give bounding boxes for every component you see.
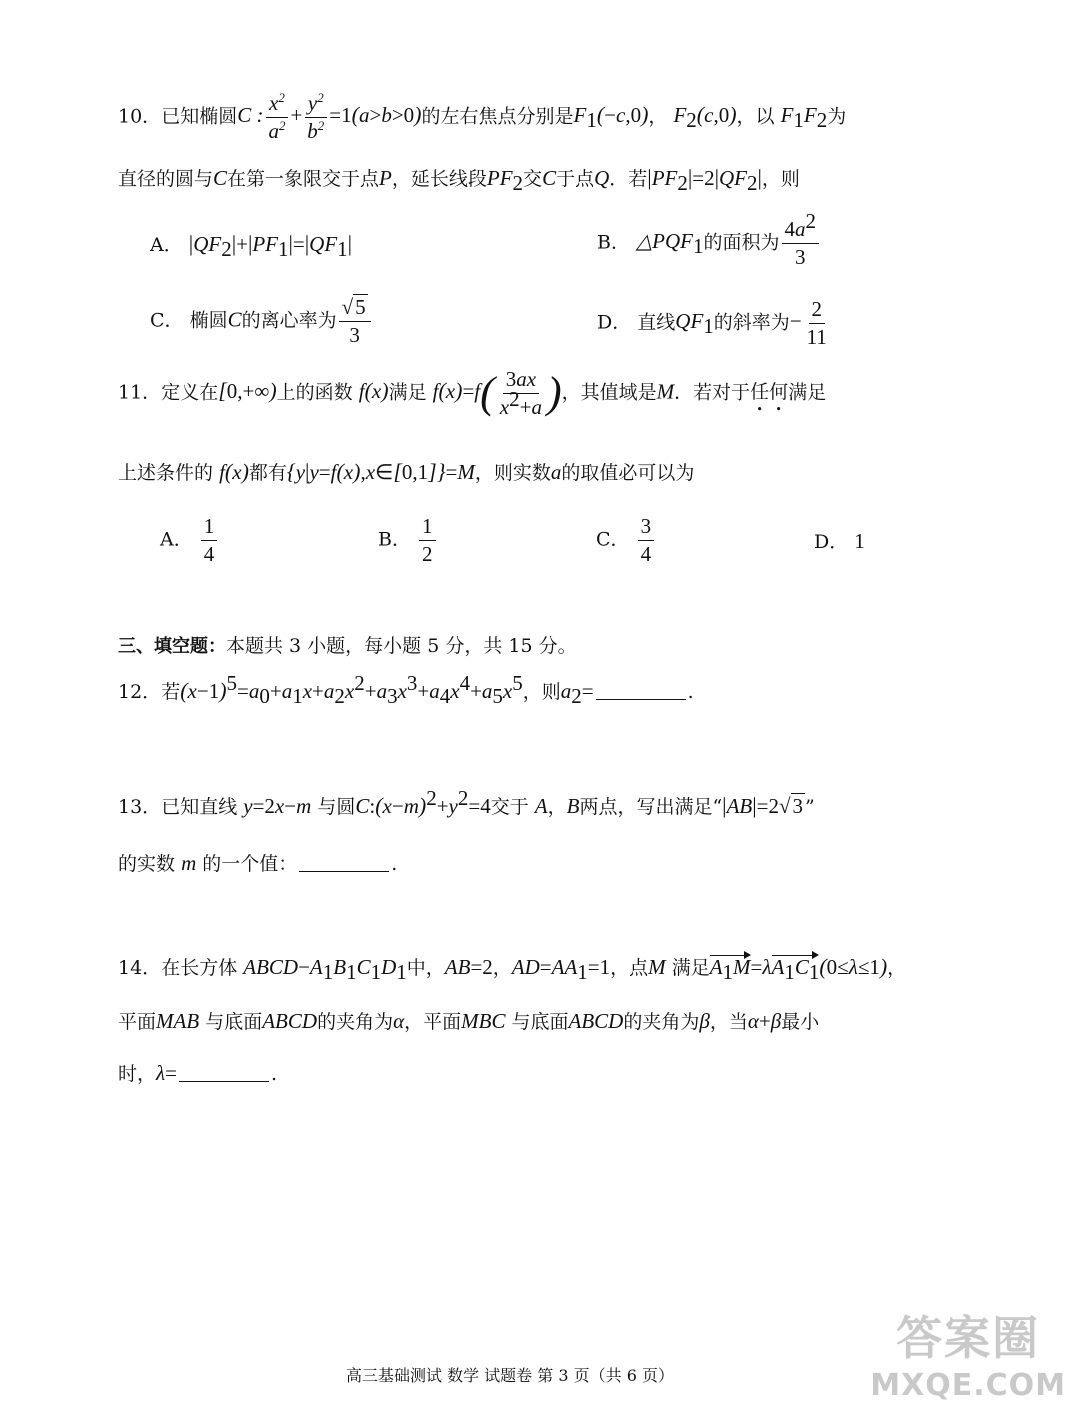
q11-line-1: 11．定义在[0,+∞)上的函数 f(x)满足 f(x)=f( $\frac{3ax}{x^2+a}$ )，其值域是M．若对于任何满足 — [118, 367, 827, 420]
q12-expansion: $(x-1)^5=a_0+a_1x+a_2x^2+a_3x^3+a_4x^4+a_5x^5$ — [180, 671, 523, 709]
q13-line-1: 13．已知直线 y=2x−m 与圆$C:(x-m)^2+y^2=4$交于 A，B两点，写出满足“|AB|=2√3 ” — [118, 786, 815, 818]
q11-option-b[interactable]: B． $\frac{1}{2}$ — [378, 515, 438, 566]
q13-line-2: 的实数 m 的一个值： . — [118, 851, 398, 875]
q10-option-b[interactable]: B． $\triangle PQF_1$的面积为 $\frac{4a^2}{3}$ — [597, 218, 821, 269]
q13-number: 13． — [118, 796, 162, 818]
section-3-heading: 三、填空题：本题共 3 小题，每小题 5 分，共 15 分。 — [118, 635, 577, 657]
q11-functional-equation: f(x)=f( $\frac{3ax}{x^2+a}$ ) — [432, 367, 562, 420]
q13-answer-blank[interactable] — [299, 870, 389, 872]
q10-line-2: 直径的圆与C在第一象限交于点P，延长线段$PF_2$交C于点Q．若$|PF_2|=2|QF_2|$，则 — [118, 165, 800, 196]
q10-option-d[interactable]: D． 直线$QF_1$的斜率为− $\frac{2}{11}$ — [597, 297, 827, 350]
q12-number: 12． — [118, 681, 162, 703]
q11-option-a[interactable]: A． $\frac{1}{4}$ — [160, 515, 219, 566]
q14-number: 14． — [118, 957, 162, 979]
watermark-logo: 答案圈 MXQE.COM — [870, 1311, 1066, 1403]
q10-line-1: 10．已知椭圆C : $\frac{x^2}{a^2}$ + $\frac{y^2}{b^2}$ =1(a>b>0)的左右焦点分别是$F_1(-c,0)$， $F_2(c,0)$，以 $F_1F_2$为 — [118, 90, 847, 144]
q12-answer-blank[interactable] — [596, 698, 686, 700]
q10-option-c[interactable]: C． 椭圆C的离心率为 $\frac{√5}{3}$ — [150, 296, 373, 347]
q10-ellipse-formula: C : $\frac{x^2}{a^2}$ + $\frac{y^2}{b^2}$ =1(a>b>0) — [237, 90, 422, 144]
q11-number: 11． — [118, 381, 162, 404]
q11-option-d[interactable]: D． 1 — [814, 529, 865, 553]
q10-option-a[interactable]: A． $|QF_2|+|PF_1|=|QF_1|$ — [150, 231, 353, 262]
q14-answer-blank[interactable] — [179, 1080, 269, 1082]
q12-line-1: 12．若$(x-1)^5=a_0+a_1x+a_2x^2+a_3x^3+a_4x^4+a_5x^5$，则$a_2=$ . — [118, 671, 694, 709]
q11-option-c[interactable]: C． $\frac{3}{4}$ — [596, 515, 656, 566]
q14-line-2: 平面MAB 与底面ABCD的夹角为α，平面MBC 与底面ABCD的夹角为β，当α+β最小 — [118, 1009, 820, 1033]
q11-line-2: 上述条件的 f(x)都有{y|y=f(x),x∈[0,1]}=M，则实数a的取值必可以为 — [118, 459, 695, 484]
q14-line-3: 时，λ= . — [118, 1061, 278, 1085]
q14-line-1: 14．在长方体 $ABCD-A_1B_1C_1D_1$中，AB=2，$AD=AA_1=1$，点M 满足$A_1M=\lambda A_1C_1(0\le\lambda\le 1)$， — [118, 954, 907, 985]
q10-number: 10． — [118, 105, 162, 128]
page-footer: 高三基础测试 数学 试题卷 第 3 页（共 6 页） — [346, 1366, 674, 1385]
